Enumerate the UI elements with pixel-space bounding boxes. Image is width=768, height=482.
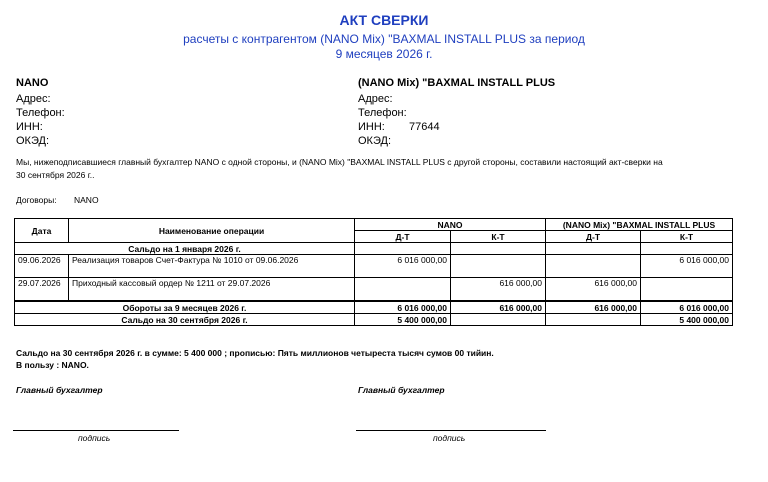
signature-left-caption: подпись <box>78 433 111 443</box>
column-header-date: Дата <box>15 219 69 243</box>
turnover-left-debit: 6 016 000,00 <box>355 301 451 314</box>
turnover-row <box>15 301 733 314</box>
row-right-credit: 6 016 000,00 <box>641 255 733 278</box>
row-right-debit <box>546 255 641 278</box>
party-right-address-label: Адрес: <box>358 93 393 105</box>
document-subtitle: расчеты с контрагентом (NANO Mix) "BAXMAL INSTALL PLUS за период <box>183 32 585 46</box>
signature-right-title: Главный бухгалтер <box>358 385 445 395</box>
row-left-debit <box>355 278 451 302</box>
opening-balance-label: Сальдо на 1 января 2026 г. <box>15 243 355 255</box>
contracts-label: Договоры: <box>16 195 57 205</box>
contracts-value: NANO <box>74 195 99 205</box>
column-header-left-credit: К-Т <box>451 231 546 243</box>
party-left-okzd-label: ОКЭД: <box>16 135 50 147</box>
column-header-right-debit: Д-Т <box>546 231 641 243</box>
closing-right-debit <box>546 314 641 326</box>
document-period: 9 месяцев 2026 г. <box>335 47 433 61</box>
document-title: АКТ СВЕРКИ <box>339 12 429 28</box>
party-left-inn-label: ИНН: <box>16 121 43 133</box>
closing-balance-label: Сальдо на 30 сентября 2026 г. <box>15 314 355 326</box>
opening-balance-row <box>15 243 733 255</box>
closing-left-credit <box>451 314 546 326</box>
table-cell <box>641 243 733 255</box>
intro-line-2: 30 сентября 2026 г.. <box>16 170 95 180</box>
summary-balance-text: Сальдо на 30 сентября 2026 г. в сумме: 5 400 000 ; прописью: Пять миллионов четыреста тысяч сумов 00 тийин. <box>16 348 494 358</box>
column-header-party-left: NANO <box>355 219 546 231</box>
turnover-right-credit: 6 016 000,00 <box>641 301 733 314</box>
column-header-left-debit: Д-Т <box>355 231 451 243</box>
table-header-row <box>15 219 733 231</box>
table-row <box>15 278 733 302</box>
party-right-okzd-label: ОКЭД: <box>358 135 392 147</box>
row-left-debit: 6 016 000,00 <box>355 255 451 278</box>
turnover-label: Обороты за 9 месяцев 2026 г. <box>15 301 355 314</box>
turnover-right-debit: 616 000,00 <box>546 301 641 314</box>
row-date: 09.06.2026 <box>15 255 69 278</box>
row-date: 29.07.2026 <box>15 278 69 302</box>
party-left-phone-label: Телефон: <box>16 107 65 119</box>
signature-left-line <box>13 430 179 431</box>
signature-right-line <box>356 430 546 431</box>
row-left-credit <box>451 255 546 278</box>
turnover-left-credit: 616 000,00 <box>451 301 546 314</box>
column-header-party-right: (NANO Mix) "BAXMAL INSTALL PLUS <box>546 219 733 231</box>
column-header-operation: Наименование операции <box>69 219 355 243</box>
party-right-name: (NANO Mix) "BAXMAL INSTALL PLUS <box>358 77 556 89</box>
row-right-credit <box>641 278 733 302</box>
signature-left-title: Главный бухгалтер <box>16 385 103 395</box>
table-cell <box>355 243 451 255</box>
signature-right-caption: подпись <box>433 433 466 443</box>
reconciliation-table <box>14 218 733 326</box>
row-operation: Приходный кассовый ордер № 1211 от 29.07.2026 <box>69 278 355 302</box>
row-operation: Реализация товаров Счет-Фактура № 1010 от 09.06.2026 <box>69 255 355 278</box>
table-cell <box>451 243 546 255</box>
closing-right-credit: 5 400 000,00 <box>641 314 733 326</box>
row-right-debit: 616 000,00 <box>546 278 641 302</box>
closing-left-debit: 5 400 000,00 <box>355 314 451 326</box>
intro-line-1: Мы, нижеподписавшиеся главный бухгалтер NANO с одной стороны, и (NANO Mix) "BAXMAL INSTALL PLUS с другой стороны, составили настоящий акт-сверки на <box>16 157 663 167</box>
party-right-phone-label: Телефон: <box>358 107 407 119</box>
party-right-inn-label: ИНН: <box>358 121 385 133</box>
column-header-right-credit: К-Т <box>641 231 733 243</box>
closing-balance-row <box>15 314 733 326</box>
party-left-address-label: Адрес: <box>16 93 51 105</box>
party-right-inn-value: 77644 <box>409 121 440 133</box>
table-cell <box>546 243 641 255</box>
table-row <box>15 255 733 278</box>
summary-beneficiary-text: В пользу : NANO. <box>16 360 89 370</box>
party-left-name: NANO <box>16 77 49 89</box>
row-left-credit: 616 000,00 <box>451 278 546 302</box>
